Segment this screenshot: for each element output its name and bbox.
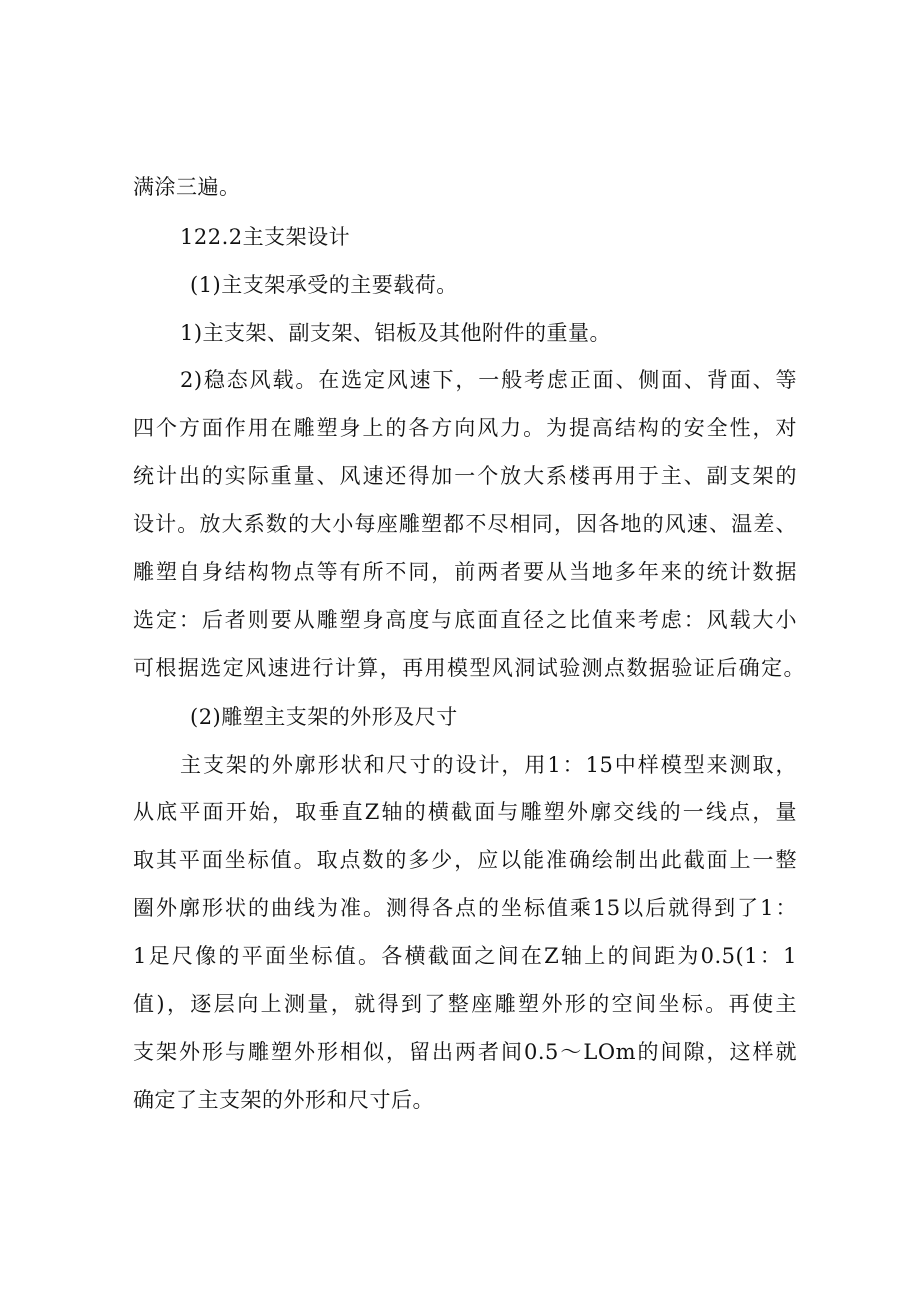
text-line: 从底平面开始，取垂直Z轴的横截面与雕塑外廓交线的一线点，量 <box>133 800 797 824</box>
text-line: 可根据选定风速进行计算，再用模型风洞试验测点数据验证后确定。 <box>133 656 805 680</box>
section-heading: 122.2主支架设计 <box>180 225 351 249</box>
text-line: 雕塑自身结构物点等有所不同，前两者要从当地多年来的统计数据 <box>133 560 797 584</box>
text-line: 确定了主支架的外形和尺寸后。 <box>133 1088 434 1112</box>
subsection-heading: (2)雕塑主支架的外形及尺寸 <box>190 705 458 729</box>
subsection-heading: (1)主支架承受的主要载荷。 <box>190 273 458 297</box>
text-line: 值)，逐层向上测量，就得到了整座雕塑外形的空间坐标。再使主 <box>133 992 797 1016</box>
text-line: 设计。放大系数的大小每座雕塑都不尽相同，因各地的风速、温差、 <box>133 512 797 536</box>
text-line: 2)稳态风载。在选定风速下，一般考虑正面、侧面、背面、等 <box>180 368 797 392</box>
list-item: 1)主支架、副支架、铝板及其他附件的重量。 <box>180 321 612 345</box>
text-line: 选定：后者则要从雕塑身高度与底面直径之比值来考虑：风载大小 <box>133 608 797 632</box>
text-line: 主支架的外廓形状和尺寸的设计，用1：15中样模型来测取， <box>180 753 797 777</box>
text-line: 满涂三遍。 <box>133 175 241 199</box>
text-line: 圈外廓形状的曲线为准。测得各点的坐标值乘15以后就得到了1： <box>133 896 797 920</box>
text-line: 统计出的实际重量、风速还得加一个放大系楼再用于主、副支架的 <box>133 464 797 488</box>
text-line: 取其平面坐标值。取点数的多少，应以能准确绘制出此截面上一整 <box>133 848 797 872</box>
text-line: 四个方面作用在雕塑身上的各方向风力。为提高结构的安全性，对 <box>133 416 797 440</box>
text-line: 1足尺像的平面坐标值。各横截面之间在Z轴上的间距为0.5(1：1 <box>133 944 797 968</box>
text-line: 支架外形与雕塑外形相似，留出两者间0.5～LOm的间隙，这样就 <box>133 1040 797 1064</box>
